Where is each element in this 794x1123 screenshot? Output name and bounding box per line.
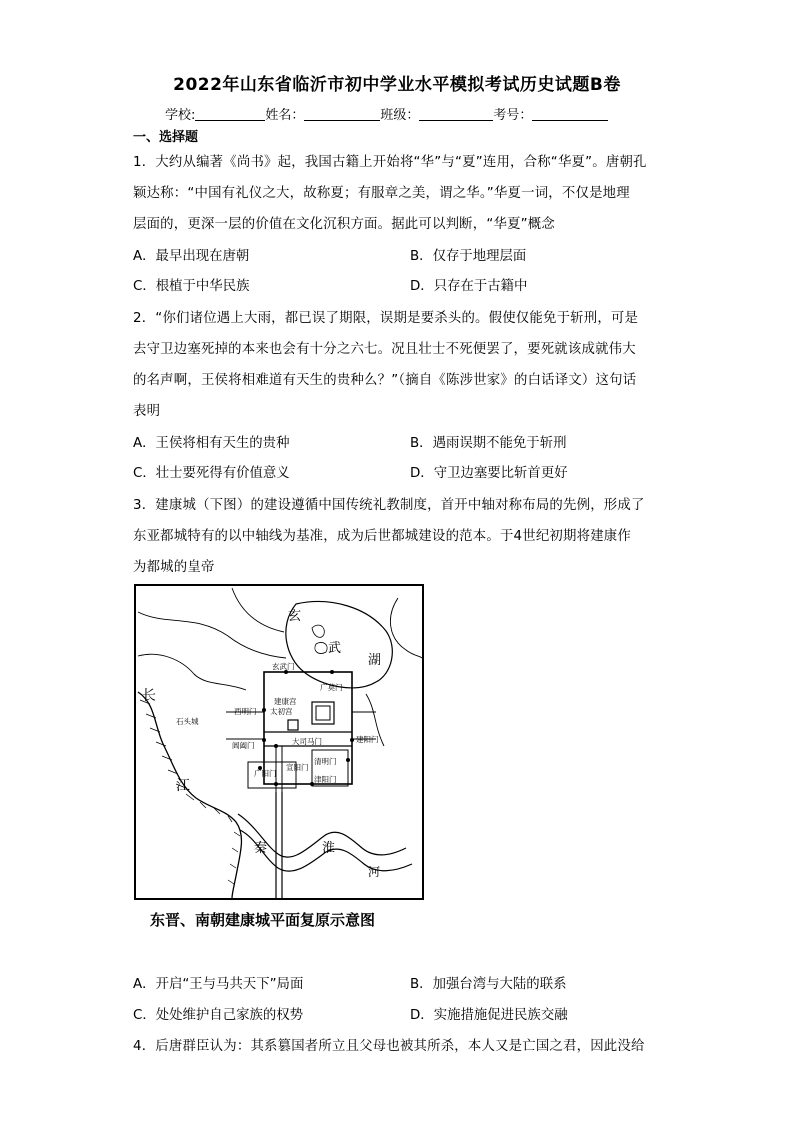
label-jinyangmen: 津阳门 xyxy=(314,775,337,784)
label-hu: 湖 xyxy=(368,653,382,668)
label-guangyangmen: 广阳门 xyxy=(254,769,277,778)
question-3-line-2: 东亚都城特有的以中轴线为基准，成为后世都城建设的范本。于4世纪初期将建康作 xyxy=(133,529,631,544)
question-3-line-1: 3．建康城（下图）的建设遵循中国传统礼教制度，首开中轴对称布局的先例，形成了 xyxy=(133,498,645,513)
class-label: 班级： xyxy=(380,108,420,123)
question-1-option-c[interactable]: C．根植于中华民族 xyxy=(133,279,250,294)
label-huai: 淮 xyxy=(322,841,336,856)
question-2-option-d[interactable]: D．守卫边塞要比斩首更好 xyxy=(410,466,568,481)
question-2-line-3: 的名声啊，王侯将相难道有天生的贵种么？”（摘自《陈涉世家》的白话译文）这句话 xyxy=(133,373,637,388)
page-title: 2022年山东省临沂市初中学业水平模拟考试历史试题B卷 xyxy=(173,75,621,95)
exam-no-blank[interactable] xyxy=(532,106,608,121)
label-jianyangmen: 建阳门 xyxy=(356,735,379,744)
label-jiankanggong: 建康宫 xyxy=(274,697,297,706)
name-blank[interactable] xyxy=(304,106,380,121)
question-1-line-2: 颖达称：“中国有礼仪之大，故称夏；有服章之美，谓之华。”华夏一词，不仅是地理 xyxy=(133,186,630,201)
question-1-line-1: 1．大约从编著《尚书》起，我国古籍上开始将“华”与“夏”连用，合称“华夏”。唐朝孔 xyxy=(133,155,647,170)
name-label: 姓名： xyxy=(265,108,305,123)
question-1-line-3: 层面的，更深一层的价值在文化沉积方面。据此可以判断，“华夏”概念 xyxy=(133,217,555,232)
label-shitoucheng: 石头城 xyxy=(176,717,199,726)
label-he: 河 xyxy=(368,865,381,879)
label-xuanwumen: 玄武门 xyxy=(272,662,295,671)
question-2-option-b[interactable]: B．遇雨误期不能免于斩刑 xyxy=(410,436,567,451)
label-qin: 秦 xyxy=(254,841,268,856)
question-3-option-a[interactable]: A．开启“王与马共天下”局面 xyxy=(133,977,304,992)
question-2-line-2: 去守卫边塞死掉的本来也会有十分之六七。况且壮士不死便罢了，要死就该成就伟大 xyxy=(133,342,636,357)
question-3-option-c[interactable]: C．处处维护自己家族的权势 xyxy=(133,1008,304,1023)
question-3-option-d[interactable]: D．实施措施促进民族交融 xyxy=(410,1008,568,1023)
question-1-option-a[interactable]: A．最早出现在唐朝 xyxy=(133,249,250,264)
school-blank[interactable] xyxy=(195,106,265,121)
label-jiang: 江 xyxy=(176,778,190,794)
question-2-line-1: 2．“你们诸位遇上大雨，都已误了期限，误期是要杀头的。假使仅能免于斩刑，可是 xyxy=(133,311,639,326)
map-drawing xyxy=(136,586,422,898)
map-caption: 东晋、南朝建康城平面复原示意图 xyxy=(150,911,376,929)
label-xuanyangmen: 宣阳门 xyxy=(286,763,309,772)
exam-no-label: 考号： xyxy=(493,108,533,123)
label-wu: 武 xyxy=(328,641,342,656)
question-2-option-a[interactable]: A．王侯将相有天生的贵种 xyxy=(133,436,290,451)
question-3-line-3: 为都城的皇帝 xyxy=(133,560,215,575)
question-1-option-d[interactable]: D．只存在于古籍中 xyxy=(410,279,528,294)
jiankang-city-map xyxy=(134,584,424,900)
label-ximingmen: 西明门 xyxy=(234,707,257,716)
section-title: 一、选择题 xyxy=(133,130,199,145)
question-4-line-1: 4．后唐群臣认为：其系篡国者所立且父母也被其所杀，本人又是亡国之君，因此没给 xyxy=(133,1039,645,1054)
question-1-option-b[interactable]: B．仅存于地理层面 xyxy=(410,249,527,264)
label-chang: 长 xyxy=(142,688,156,704)
label-guangmomen: 广莫门 xyxy=(320,683,343,692)
question-2-option-c[interactable]: C．壮士要死得有价值意义 xyxy=(133,466,290,481)
question-3-option-b[interactable]: B．加强台湾与大陆的联系 xyxy=(410,977,567,992)
label-changhemen: 阊阖门 xyxy=(232,741,255,750)
class-blank[interactable] xyxy=(419,106,493,121)
label-qingmingmen: 清明门 xyxy=(314,757,337,766)
label-dasimamen: 大司马门 xyxy=(292,737,322,746)
label-taichugong: 太初宫 xyxy=(270,707,293,716)
label-xuan: 玄 xyxy=(288,609,302,624)
school-label: 学校: xyxy=(165,108,196,123)
question-2-line-4: 表明 xyxy=(133,404,161,419)
student-info-line xyxy=(165,104,608,123)
